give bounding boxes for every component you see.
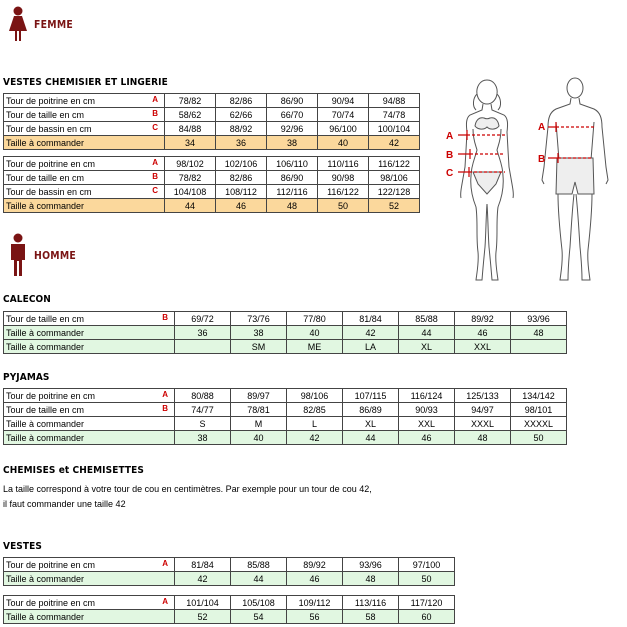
size-value	[175, 340, 231, 354]
size-value: 48	[343, 572, 399, 586]
size-value: 38	[175, 431, 231, 445]
row-label: Taille à commander	[6, 200, 85, 211]
table-row	[4, 431, 567, 445]
pyjamas-size-table	[3, 388, 567, 445]
size-value: 78/82	[165, 94, 216, 108]
size-value: 80/88	[175, 389, 231, 403]
size-value: 134/142	[511, 389, 567, 403]
size-value: 94/88	[369, 94, 420, 108]
femme-size-table-2	[3, 156, 420, 213]
size-value: 44	[165, 199, 216, 213]
size-value: M	[231, 417, 287, 431]
table-row	[4, 326, 567, 340]
table-row	[4, 94, 420, 108]
size-value: 70/74	[318, 108, 369, 122]
row-label-cell	[4, 326, 175, 340]
row-label: Taille à commander	[6, 418, 85, 429]
size-value: 117/120	[399, 596, 455, 610]
row-label: Taille à commander	[6, 573, 85, 584]
size-value: 86/89	[343, 403, 399, 417]
size-value: 50	[318, 199, 369, 213]
row-label: Tour de taille en cm	[6, 404, 85, 415]
size-value: 122/128	[369, 185, 420, 199]
size-value: 89/92	[455, 312, 511, 326]
table-row	[4, 558, 455, 572]
table-row	[4, 136, 420, 150]
size-value: 100/104	[369, 122, 420, 136]
measure-marker: A	[162, 559, 168, 568]
row-label-cell	[4, 558, 175, 572]
measure-marker: A	[152, 95, 158, 104]
size-value: 58/62	[165, 108, 216, 122]
row-label: Taille à commander	[6, 341, 85, 352]
table-row	[4, 185, 420, 199]
pyjamas-title: PYJAMAS	[3, 372, 50, 383]
table-row	[4, 108, 420, 122]
size-value: 78/81	[231, 403, 287, 417]
size-value: 38	[267, 136, 318, 150]
homme-label: HOMME	[34, 248, 77, 262]
size-value: 116/124	[399, 389, 455, 403]
size-value: 108/112	[216, 185, 267, 199]
vestes-size-table-1	[3, 557, 455, 586]
row-label: Tour de poitrine en cm	[6, 597, 96, 608]
table-row	[4, 403, 567, 417]
size-value: 56	[287, 610, 343, 624]
size-value: 104/108	[165, 185, 216, 199]
size-value: 98/102	[165, 157, 216, 171]
size-value: 54	[231, 610, 287, 624]
table-row	[4, 572, 455, 586]
size-value: 34	[165, 136, 216, 150]
size-value: 101/104	[175, 596, 231, 610]
size-value: 44	[231, 572, 287, 586]
size-value: 125/133	[455, 389, 511, 403]
size-value: 89/92	[287, 558, 343, 572]
female-marker-c: C	[446, 168, 454, 179]
row-label: Tour de bassin en cm	[6, 123, 92, 134]
size-value: 93/96	[343, 558, 399, 572]
row-label-cell	[4, 417, 175, 431]
size-value: L	[287, 417, 343, 431]
size-value: 89/97	[231, 389, 287, 403]
size-value: 110/116	[318, 157, 369, 171]
size-value: 42	[175, 572, 231, 586]
male-marker-a: A	[538, 122, 546, 133]
size-value: XXL	[455, 340, 511, 354]
size-value: XXXL	[455, 417, 511, 431]
table-row	[4, 199, 420, 213]
size-value: 116/122	[318, 185, 369, 199]
row-label: Tour de poitrine en cm	[6, 390, 96, 401]
size-value: 81/84	[175, 558, 231, 572]
size-value: 85/88	[399, 312, 455, 326]
femme-label: FEMME	[34, 17, 74, 31]
size-value: 88/92	[216, 122, 267, 136]
size-value: 82/85	[287, 403, 343, 417]
size-value: 106/110	[267, 157, 318, 171]
table-row	[4, 596, 455, 610]
size-value: 66/70	[267, 108, 318, 122]
size-value: 50	[399, 572, 455, 586]
measure-marker: B	[152, 172, 158, 181]
row-label: Tour de poitrine en cm	[6, 559, 96, 570]
size-value: 107/115	[343, 389, 399, 403]
size-value: 60	[399, 610, 455, 624]
size-value: 46	[399, 431, 455, 445]
table-row	[4, 610, 455, 624]
measure-marker: C	[152, 123, 158, 132]
measure-marker: B	[162, 313, 168, 322]
size-value: 46	[455, 326, 511, 340]
female-measure-lines	[467, 135, 507, 172]
size-value: 46	[216, 199, 267, 213]
row-label-cell	[4, 185, 165, 199]
size-value: XXL	[399, 417, 455, 431]
size-value: 96/100	[318, 122, 369, 136]
size-value: 105/108	[231, 596, 287, 610]
size-value: 84/88	[165, 122, 216, 136]
size-value: XL	[343, 417, 399, 431]
row-label: Taille à commander	[6, 137, 85, 148]
male-marker-b: B	[538, 154, 546, 165]
size-value: 98/106	[369, 171, 420, 185]
size-value: 40	[318, 136, 369, 150]
size-value: 112/116	[267, 185, 318, 199]
measure-marker: C	[152, 186, 158, 195]
row-label: Taille à commander	[6, 432, 85, 443]
calecon-title: CALECON	[3, 294, 51, 305]
size-value: XL	[399, 340, 455, 354]
size-value: 48	[455, 431, 511, 445]
table-row	[4, 312, 567, 326]
size-value: 50	[511, 431, 567, 445]
size-value: 69/72	[175, 312, 231, 326]
measure-marker: A	[162, 597, 168, 606]
row-label-cell	[4, 389, 175, 403]
female-marker-b: B	[446, 150, 454, 161]
size-value: 82/86	[216, 94, 267, 108]
size-value: 42	[369, 136, 420, 150]
female-icon	[8, 6, 28, 42]
size-value: 36	[216, 136, 267, 150]
vestes-title: VESTES	[3, 541, 42, 552]
row-label-cell	[4, 610, 175, 624]
size-value: 116/122	[369, 157, 420, 171]
row-label-cell	[4, 157, 165, 171]
size-value: 98/106	[287, 389, 343, 403]
size-value: 48	[511, 326, 567, 340]
row-label: Tour de poitrine en cm	[6, 158, 96, 169]
male-body-figure	[542, 78, 608, 280]
male-measure-lines	[556, 127, 596, 158]
table-row	[4, 340, 567, 354]
size-value: 44	[399, 326, 455, 340]
row-label-cell	[4, 596, 175, 610]
size-value: 82/86	[216, 171, 267, 185]
femme-header	[8, 6, 80, 42]
measure-marker: B	[162, 404, 168, 413]
size-value: 74/78	[369, 108, 420, 122]
size-value: 93/96	[511, 312, 567, 326]
row-label-cell	[4, 136, 165, 150]
calecon-size-table	[3, 311, 567, 354]
table-row	[4, 389, 567, 403]
size-value: 62/66	[216, 108, 267, 122]
femme-size-table-1	[3, 93, 420, 150]
row-label: Tour de poitrine en cm	[6, 95, 96, 106]
size-value: 86/90	[267, 94, 318, 108]
row-label-cell	[4, 94, 165, 108]
row-label-cell	[4, 403, 175, 417]
size-value: 102/106	[216, 157, 267, 171]
female-marker-a: A	[446, 131, 454, 142]
size-value: 52	[175, 610, 231, 624]
chemises-text-line1: La taille correspond à votre tour de cou en centimètres. Par exemple pour un tour de cou 42,	[3, 484, 372, 494]
size-value: 38	[231, 326, 287, 340]
measure-marker: A	[152, 158, 158, 167]
size-value: 40	[287, 326, 343, 340]
male-icon	[8, 233, 28, 277]
size-value: 46	[287, 572, 343, 586]
row-label-cell	[4, 572, 175, 586]
size-value: ME	[287, 340, 343, 354]
table-row	[4, 171, 420, 185]
row-label-cell	[4, 122, 165, 136]
row-label: Taille à commander	[6, 327, 85, 338]
size-value: 90/93	[399, 403, 455, 417]
size-value: 86/90	[267, 171, 318, 185]
size-value: 77/80	[287, 312, 343, 326]
vestes-size-table-2	[3, 595, 455, 624]
chemises-text-line2: il faut commander une taille 42	[3, 499, 126, 509]
size-value: 58	[343, 610, 399, 624]
row-label: Tour de taille en cm	[6, 109, 85, 120]
row-label-cell	[4, 199, 165, 213]
size-value: 74/77	[175, 403, 231, 417]
row-label: Taille à commander	[6, 611, 85, 622]
male-measure-brackets	[548, 122, 558, 163]
vestes-chemisier-title: VESTES CHEMISIER ET LINGERIE	[3, 77, 168, 88]
row-label: Tour de taille en cm	[6, 172, 85, 183]
chemises-title: CHEMISES et CHEMISETTES	[3, 465, 144, 476]
measure-marker: A	[162, 390, 168, 399]
row-label: Tour de taille en cm	[6, 313, 85, 324]
body-figures	[440, 72, 620, 287]
row-label: Tour de bassin en cm	[6, 186, 92, 197]
table-row	[4, 417, 567, 431]
size-value: 36	[175, 326, 231, 340]
homme-header	[8, 233, 83, 277]
female-body-figure	[461, 80, 514, 280]
size-value: 90/94	[318, 94, 369, 108]
size-value: 94/97	[455, 403, 511, 417]
table-row	[4, 157, 420, 171]
row-label-cell	[4, 171, 165, 185]
size-value: 90/98	[318, 171, 369, 185]
size-value	[511, 340, 567, 354]
row-label-cell	[4, 108, 165, 122]
size-value: 42	[343, 326, 399, 340]
size-value: 85/88	[231, 558, 287, 572]
size-value: 81/84	[343, 312, 399, 326]
size-value: 42	[287, 431, 343, 445]
size-value: 109/112	[287, 596, 343, 610]
row-label-cell	[4, 340, 175, 354]
size-value: LA	[343, 340, 399, 354]
size-value: 40	[231, 431, 287, 445]
size-value: 44	[343, 431, 399, 445]
size-value: 52	[369, 199, 420, 213]
size-value: S	[175, 417, 231, 431]
measure-marker: B	[152, 109, 158, 118]
size-value: XXXXL	[511, 417, 567, 431]
table-row	[4, 122, 420, 136]
row-label-cell	[4, 431, 175, 445]
size-value: 48	[267, 199, 318, 213]
size-value: 113/116	[343, 596, 399, 610]
row-label-cell	[4, 312, 175, 326]
size-value: SM	[231, 340, 287, 354]
size-value: 97/100	[399, 558, 455, 572]
size-value: 78/82	[165, 171, 216, 185]
size-value: 73/76	[231, 312, 287, 326]
size-value: 98/101	[511, 403, 567, 417]
size-value: 92/96	[267, 122, 318, 136]
